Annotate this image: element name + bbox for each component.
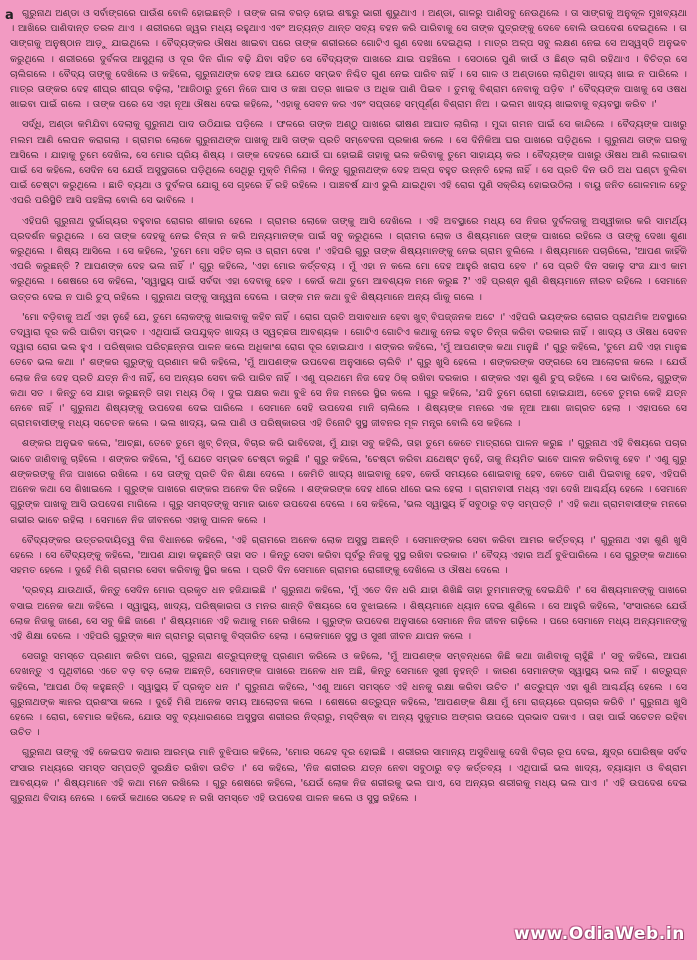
paragraph-4: 'ମୋ ବଡ଼ିବାକୁ ଅର୍ଥ ଏହା ନୁହେଁ ଯେ, ତୁମେ ଲୋକଙ୍କୁ ଖାଇବାକୁ କହିବ ନାହିଁ । ରୋଗ ପ୍ରତି ଅସାବଧାନ ହେବା ଖୁବ୍ ବିପଜ୍ଜନକ ଅଟେ ।' ଏହିପରି ଭୟଙ୍କର ରୋଗର ପ୍ରାଥମିକ ଅବସ୍ଥାରେ ତଦ୍ୱାରା ଦୂର କରି ପାରିବା ସମ୍ଭବ । ଏଥିପାଇଁ ଉପଯୁକ୍ତ ଖାଦ୍ୟ ଓ ସ୍ୱଚ୍ଛତା ଆବଶ୍ୟକ । ଗୋଟିଏ ଗୋଟିଏ କଥାକୁ ନେଇ ବହୁତ ଚିନ୍ତା କରିବା ଦରକାର ନାହିଁ । ଖାଦ୍ୟ ଓ ଔଷଧ ସେବନ ଦ୍ୱାରା ରୋଗ ଭଲ ହୁଏ । ପରିଷ୍କାର ପରିଚ୍ଛନ୍ନତା ପାଳନ କଲେ ଅଧିକାଂଶ ରୋଗ ଦୂର ହୋଇଯାଏ । ଶଙ୍କର କହିଲେ, 'ମୁଁ ଆପଣଙ୍କ କଥା ମାନୁଛି ।' ଗୁରୁ କହିଲେ, 'ତୁମେ ଯଦି ଏହା ମାନୁଛ ତେବେ ଭଲ କଥା ।' ଶଙ୍କର ଗୁରୁଙ୍କୁ ପ୍ରଣାମ କରି କହିଲେ, 'ମୁଁ ଆପଣଙ୍କ ଉପଦେଶ ଅନୁସାରେ ଚାଲିବି ।' ଗୁରୁ ଖୁସି ହେଲେ । ଶଙ୍କରଙ୍କ ସଙ୍ଗରେ ସେ ଆଲୋଚନା କଲେ । ଯେଉଁ ଲୋକ ନିଜ ଦେହ ପ୍ରତି ଯତ୍ନ ନିଏ ନାହିଁ, ସେ ଅନ୍ୟର ସେବା କରି ପାରିବ ନାହିଁ । ଏଣୁ ପ୍ରଥମେ ନିଜ ଦେହ ଠିକ୍ ରଖିବା ଦରକାର । ଶଙ୍କର ଏହା ଶୁଣି ଚୁପ୍ ରହିଲେ । ସେ ଭାବିଲେ, ଗୁରୁଙ୍କ କଥା ସତ । କିନ୍ତୁ ସେ ଯାହା କରୁଛନ୍ତି ତାହା ମଧ୍ୟ ଠିକ୍ । ଦୁଇ ପକ୍ଷର କଥା ବୁଝି ସେ ନିଜ ମନରେ ସ୍ଥିର କଲେ । ଗୁରୁ କହିଲେ, 'ଯଦି ତୁମେ ରୋଗୀ ହୋଇଯାଅ, ତେବେ ତୁମର କେହି ଯତ୍ନ ନେବେ ନାହିଁ ।' ଗୁରୁନାଥ ଶିଷ୍ୟଙ୍କୁ ଉପଦେଶ ଦେଇ ପାରିଲେ । ସେମାନେ ସେହି ଉପଦେଶ ମାନି ଚାଲିଲେ । ଶିଷ୍ୟଙ୍କ ମନରେ ଏକ ନୂଆ ଆଶା ଜାଗ୍ରତ ହେଲା । ଏହାପରେ ସେ ଗ୍ରାମବାସୀଙ୍କୁ ମଧ୍ୟ ସଚେତନ କଲେ । ଭଲ ଖାଦ୍ୟ, ଭଲ ପାଣି ଓ ପରିଷ୍କାରତା ଏହି ତିନୋଟି ସୁସ୍ଥ ଜୀବନର ମୂଳ ମନ୍ତ୍ର ବୋଲି ସେ କହିଲେ । xyxy=(10,311,687,430)
paragraph-6: ବୈଦ୍ୟଙ୍କର ଉତ୍ତରଦାୟିତ୍ୱ ବିନା ବିଧାନରେ କହିଲେ, 'ଏହି ଗ୍ରାମରେ ଅନେକ ଲୋକ ଅସୁସ୍ଥ ଅଛନ୍ତି । ସେମାନଙ୍କର ସେବା କରିବା ଆମର କର୍ତ୍ତବ୍ୟ ।' ଗୁରୁନାଥ ଏହା ଶୁଣି ଖୁସି ହେଲେ । ସେ ବୈଦ୍ୟଙ୍କୁ କହିଲେ, 'ଆପଣ ଯାହା କହୁଛନ୍ତି ତାହା ସତ । କିନ୍ତୁ ସେବା କରିବା ପୂର୍ବରୁ ନିଜକୁ ସୁସ୍ଥ ରଖିବା ଦରକାର ।' ବୈଦ୍ୟ ଏହାର ଅର୍ଥ ବୁଝିପାରିଲେ । ସେ ଗୁରୁଙ୍କ କଥାରେ ସହମତ ହେଲେ । ଦୁହେଁ ମିଶି ଗ୍ରାମର ସେବା କରିବାକୁ ସ୍ଥିର କଲେ । ପ୍ରତି ଦିନ ସେମାନେ ଗ୍ରାମର ରୋଗୀଙ୍କୁ ଦେଖିଲେ ଓ ଔଷଧ ଦେଲେ । xyxy=(10,534,687,577)
page-corner-mark: a xyxy=(5,8,14,23)
paragraph-1: ଗୁରୁନାଥ ଅଣ୍ଡା ଓ ସର୍ବାଙ୍ଗରେ ପାଉଁଶ ବୋଳି ହୋଇଛନ୍ତି । ତାଙ୍କ ଗଳା ବରଡ଼ ହୋଇ ଶବ୍ଦରୁ ଭାରୀ ଶୁଭୁଥାଏ । ଅଣ୍ଡା, ଗାଳରୁ ପାଣିସବୁ ନେଉଥିଲେ । ତା ସାଙ୍ଗକୁ ଅନୁକୂଳ ମୁଖବ୍ୟଥା । ଆଖିରେ ପାଣିଦାନ୍ତ ତରଳ ଥାଏ । ଶରୀରରେ ଜ୍ୱର ମଧ୍ୟ ରହୁଥାଏ ଏବଂ ଅତ୍ୟନ୍ତ ଥାନ୍ତ ସବ୍ୟ ବହନ କରି ପାରିବାକୁ ସେ ତାଙ୍କ ପୁତ୍ରଙ୍କୁ ଦେବେ ବୋଲି ଉପଦେଶ ଦେଇଥିଲେ । ତା ସାଙ୍ଗକୁ ଅନୁଷ୍ଠାନ ଆଡ଼ୁ ଯାଇଥିଲେ । ବୈଦ୍ୟଙ୍କର ଔଷଧ ଖାଇବା ପରେ ତାଙ୍କ ଶରୀରରେ ଗୋଟିଏ ଗୁଣ ଦେଖା ଦେଇଥିଲା । ମାତ୍ର ଅଳ୍ପ ସବୁ ଲକ୍ଷଣ ନେଇ ସେ ଅସ୍ୱସ୍ତି ଅନୁଭବ କରୁଥିଲେ । ଶରୀରରେ ଦୁର୍ବଳତା ଆସୁଥିଲା ଓ ଦୂର ଦିନ ଗାଁଳ ବଢ଼ି ଯିବା ସହିତ ସେ ବୈଦ୍ୟଙ୍କ ପାଖରେ ଯାଇ ପହଞ୍ଚିଲେ । ସେଠାରେ ପୁଣି କାଉଁ ଓ ଛିଣ୍ଡ ଲାଗି ରହିଥାଏ । ବିଚିତ୍ର ସେ ଚାଲିଗଲେ । ବୈଦ୍ୟ ତାଙ୍କୁ ଦେଖିଲେ ଓ କହିଲେ, ଗୁରୁନାଥଙ୍କ ଦେହ ଆଉ ଯେତେ ସମ୍ଭବ ନିଶ୍ଚିତ ଗୁଣ ନେଇ ପାରିବ ନାହିଁ । ସେ ଗାଳ ଓ ଅଣ୍ଡାରେ ଲାଗିଥିବା ଖାଦ୍ୟ ଖାଇ ନ ପାରିଲେ । ମାତ୍ର ତାଙ୍କର ଦେହ ଶୀଘ୍ର ଶୀଘ୍ର ବଢ଼ିଲା, 'ଆଜିଠାରୁ ତୁମେ ନିଜେ ଘାସ ଓ କଞ୍ଚା ପତ୍ର ଖାଇବ ଓ ଅଧିକ ପାଣି ପିଇବ । ତୁମକୁ ବିଶ୍ରାମ ନେବାକୁ ପଡ଼ିବ ।' ବୈଦ୍ୟଙ୍କ ପାଖକୁ ସେ ଓଷଧ ଖାଇବା ପାଇଁ ଗଲେ । ତାଙ୍କ ପରେ ସେ ଏହା ନୂଆ ଔଷଧ ଦେଇ କହିଲେ, 'ଏହାକୁ ସେବନ କର ଏବଂ ସପ୍ତାହେ ସମ୍ପୂର୍ଣ୍ଣ ବିଶ୍ରାମ ନିଅ । ଭଲମ ଖାଦ୍ୟ ଖାଇବାକୁ ବ୍ୟବସ୍ଥା କରିବ ।' xyxy=(10,8,687,111)
document-body xyxy=(10,6,687,911)
paragraph-7: 'ଦ୍ରବ୍ୟ ଯାଉଥାଉଁ, କିନ୍ତୁ ସେଦିନ ମୋର ପ୍ରକୃତ ଧନ ହଜିଯାଇଛି ।' ଗୁରୁନାଥ କହିଲେ, 'ମୁଁ ଏତେ ଦିନ ଧରି ଯାହା ଶିଖିଛି ତାହା ତୁମମାନଙ୍କୁ ଦେଇଯିବି ।' ସେ ଶିଷ୍ୟମାନଙ୍କୁ ପାଖରେ ବସାଇ ଅନେକ କଥା କହିଲେ । ସ୍ୱାସ୍ଥ୍ୟ, ଖାଦ୍ୟ, ପରିଷ୍କାରତା ଓ ମନର ଶାନ୍ତି ବିଷୟରେ ସେ ବୁଝାଇଲେ । ଶିଷ୍ୟମାନେ ଧ୍ୟାନ ଦେଇ ଶୁଣିଲେ । ସେ ଆହୁରି କହିଲେ, 'ସଂସାରରେ ଯେଉଁ ଲୋକ ନିଜକୁ ଜାଣେ, ସେ ସବୁ କିଛି ଜାଣେ ।' ଶିଷ୍ୟମାନେ ଏହି କଥାକୁ ମନେ ରଖିଲେ । ଗୁରୁଙ୍କ ଉପଦେଶ ଅନୁସାରେ ସେମାନେ ନିଜ ଜୀବନ ଗଢ଼ିଲେ । ପରେ ସେମାନେ ମଧ୍ୟ ଅନ୍ୟମାନଙ୍କୁ ଏହି ଶିକ୍ଷା ଦେଲେ । ଏହିପରି ଗୁରୁଙ୍କ ଜ୍ଞାନ ଗ୍ରାମରୁ ଗ୍ରାମକୁ ବିସ୍ତାରିତ ହେଲା । ଲୋକମାନେ ସୁସ୍ଥ ଓ ସୁଖୀ ଜୀବନ ଯାପନ କଲେ । xyxy=(10,585,687,642)
site-watermark-logo: www.OdiaWeb.in xyxy=(513,924,685,944)
paragraph-3: ଏହିପରି ଗୁରୁନାଥ ଦୁର୍ଭାଗ୍ୟର ବହୁବାର ରୋଗର ଶୀକାର ହେଲେ । ଗ୍ରାମର ଲୋକେ ତାଙ୍କୁ ଆସି ଦେଖିଲେ । ଏହି ଅବସ୍ଥାରେ ମଧ୍ୟ ସେ ନିଜର ଦୁର୍ବଳତାକୁ ଅସ୍ୱୀକାର କରି ସାମର୍ଥ୍ୟ ପ୍ରଦର୍ଶନ କରୁଥିଲେ । ସେ ତାଙ୍କ ଦେହକୁ ନେଇ ଚିନ୍ତା ନ କରି ଅନ୍ୟମାନଙ୍କ ପାଇଁ ସବୁ କରୁଥିଲେ । ଗ୍ରାମର ଲୋକ ଓ ଶିଷ୍ୟମାନେ ତାଙ୍କ ପାଖରେ ରହିଲେ ଓ ତାଙ୍କୁ ଦେଖା ଶୁଣା କରୁଥିଲେ । ଶିଷ୍ୟ ଆସିଲେ । ସେ କହିଲେ, 'ତୁମେ ମୋ ସହିତ ଚାଲ ଓ ଗ୍ରାମ ଦେଖ ।' ଏହିପରି ଗୁରୁ ତାଙ୍କ ଶିଷ୍ୟମାନଙ୍କୁ ନେଇ ଗ୍ରାମ ବୁଲିଲେ । ଶିଷ୍ୟମାନେ ପଚାରିଲେ, 'ଆପଣ କାହିଁକି ଏପରି କରୁଛନ୍ତି ? ଆପଣଙ୍କ ଦେହ ଭଲ ନାହିଁ ।' ଗୁରୁ କହିଲେ, 'ଏହା ମୋର କର୍ତ୍ତବ୍ୟ । ମୁଁ ଏହା ନ କଲେ ମୋ ଦେହ ଆହୁରି ଖରାପ ହେବ ।' ସେ ପ୍ରତି ଦିନ ସକାଳୁ ସଂଜ ଯାଏ କାମ କରୁଥିଲେ । ଶେଷରେ ସେ କହିଲେ, 'ସ୍ୱାସ୍ଥ୍ୟ ପାଇଁ ସର୍ବଦା ଏହା ଦେବାକୁ ହେବ । କେଉଁ କଥା ତୁମେ ଆବଶ୍ୟକ ମନେ କରୁଛ ?' ଏହି ପ୍ରଶ୍ନ ଶୁଣି ଶିଷ୍ୟମାନେ ନୀରବ ରହିଲେ । ସେମାନେ ଉତ୍ତର ଦେଇ ନ ପାରି ଚୁପ୍ ରହିଲେ । ଗୁରୁନାଥ ତାଙ୍କୁ ସାନ୍ତ୍ୱନା ଦେଲେ । ତାଙ୍କ ମନ କଥା ବୁଝି ଶିଷ୍ୟମାନେ ଅନ୍ୟ ଗାଁକୁ ଗଲେ । xyxy=(10,215,687,303)
paragraph-2: ସର୍ଦ୍ଧି, ଅଣ୍ଡା କମିଯିବା ଦେଲାକୁ ଗୁରୁନାଥ ପାଦ ଉଠିଯାଇ ପଡ଼ିଲେ । ଫଳରେ ତାଙ୍କ ଅଣ୍ଠୁ ପାଖରେ ଭୀଷଣ ଆଘାତ ଲାଗିଲା । ମୁଦ୍ଦା ଗମନ ପାଇଁ ସେ କାନ୍ଦିଲେ । ବୈଦ୍ୟଙ୍କ ପାଖରୁ ମଲମ ଆଣି ଲେପନ କରାଗଲା । ଗ୍ରାମର ଲୋକେ ଗୁରୁନାଥଙ୍କ ପାଖକୁ ଆସି ତାଙ୍କ ପ୍ରତି ସମ୍ବେଦନା ପ୍ରକାଶ କଲେ । ସେ ଦିନିକିଆ ଘର ପାଖରେ ପଡ଼ିଥିଲେ । ଗୁରୁନାଥ ତାଙ୍କ ଘରକୁ ଆସିଲେ । ଯାହାକୁ ତୁମେ ଦେଖିଲ, ସେ ମୋର ପ୍ରିୟ ଶିଷ୍ୟ । ତାଙ୍କ ଦେହରେ ଯୋଉଁ ଘା ହୋଇଛି ତାହାକୁ ଭଲ କରିବାକୁ ତୁମେ ସାହାଯ୍ୟ କର । ବୈଦ୍ୟଙ୍କ ପାଖରୁ ଔଷଧ ଆଣି ଲଗାଇବା ପାଇଁ ସେ କହିଲେ, ସେଦିନ ସେ ଯେଉଁ ଅସୁସ୍ଥତାରେ ପଡ଼ିଥିଲେ ସେଥିରୁ ମୁକ୍ତି ମିଳିଲା । କିନ୍ତୁ ଗୁରୁନାଥଙ୍କ ଦେହ ଅଳ୍ପ ବହୁତ ଉନ୍ନତି ହେଲା ନାହିଁ । ସେ ପ୍ରତି ଦିନ ଉଠି ଅଧ ଘଣ୍ଟା ବୁଲିବା ପାଇଁ ଚେଷ୍ଟା କରୁଥିଲେ । ଛାତି ବ୍ୟଥା ଓ ଦୁର୍ବଳତା ଯୋଗୁ ସେ ଗୃହରେ ହିଁ ରହି ରହିଲେ । ପାଞ୍ଚବର୍ଷ ଯାଏ ଭୁଲି ଯାଇଥିବା ଏହି ରୋଗ ପୁଣି ସକ୍ରିୟ ହୋଇଉଠିଲା । ବାୟୁ ଜନିତ ଗୋଳମାଳ ହେତୁ ଏପରି ପରିସ୍ଥିତି ଆସି ପହଞ୍ଚିଲା ବୋଲି ସେ ଭାବିଲେ । xyxy=(10,119,687,207)
paragraph-5: ଶଙ୍କର ଅନୁଭବ କଲେ, 'ଆଚ୍ଛା, ତେବେ ତୁମେ ଖୁବ୍ ଚିନ୍ତା, ବିଚାର କରି ଭାବିଦେଖ, ମୁଁ ଯାହା ସବୁ କହିଲି, ତାହା ତୁମେ କେତେ ମାତ୍ରାରେ ପାଳନ କରୁଛ ।' ଗୁରୁନାଥ ଏହି ବିଷୟରେ ପଚାର ଭାବେ ଜାଣିବାକୁ ଚାହିଲେ । ଶଙ୍କର କହିଲେ, 'ମୁଁ ଯେତେ ସମ୍ଭବ ଚେଷ୍ଟା କରୁଛି ।' ଗୁରୁ କହିଲେ, 'ଚେଷ୍ଟା କରିବା ଯଥେଷ୍ଟ ନୁହେଁ, ତାକୁ ନିୟମିତ ଭାବେ ପାଳନ କରିବାକୁ ହେବ ।' ଏଣୁ ଗୁରୁ ଶଙ୍କରଙ୍କୁ ନିଜ ପାଖରେ ରଖିଲେ । ସେ ତାଙ୍କୁ ପ୍ରତି ଦିନ ଶିକ୍ଷା ଦେଲେ । କେମିତି ଖାଦ୍ୟ ଖାଇବାକୁ ହେବ, କେଉଁ ସମୟରେ ଶୋଇବାକୁ ହେବ, କେତେ ପାଣି ପିଇବାକୁ ହେବ, ଏହିପରି ଅନେକ କଥା ସେ ଶିଖାଇଲେ । ଗୁରୁଙ୍କ ପାଖରେ ଶଙ୍କର ଅନେକ ଦିନ ରହିଲେ । ଶଙ୍କରଙ୍କ ଦେହ ଧୀରେ ଧୀରେ ଭଲ ହେଲା । ଗ୍ରାମବାସୀ ମଧ୍ୟ ଏହା ଦେଖି ଆଶ୍ଚର୍ଯ୍ୟ ହେଲେ । ସେମାନେ ଗୁରୁଙ୍କ ପାଖକୁ ଆସି ଉପଦେଶ ମାଗିଲେ । ଗୁରୁ ସମସ୍ତଙ୍କୁ ସମାନ ଭାବେ ଉପଦେଶ ଦେଲେ । ସେ କହିଲେ, 'ଭଲ ସ୍ୱାସ୍ଥ୍ୟ ହିଁ ସବୁଠାରୁ ବଡ଼ ସମ୍ପତ୍ତି ।' ଏହି କଥା ଗ୍ରାମବାସୀଙ୍କ ମନରେ ଗଭୀର ଭାବେ ରହିଲା । ସେମାନେ ନିଜ ଜୀବନରେ ଏହାକୁ ପାଳନ କଲେ । xyxy=(10,438,687,526)
paragraph-8: ସେତାରୁ ସମସ୍ତେ ପ୍ରଣାମ କରିବା ପରେ, ଗୁରୁନାଥ ଶତ୍ରୁଘ୍ନଙ୍କୁ ପ୍ରଣାମ କରିଲେ ଓ କହିଲେ, 'ମୁଁ ଆପଣଙ୍କ ସମ୍ବନ୍ଧରେ କିଛି କଥା ଜାଣିବାକୁ ଚାହୁଁଛି ।' ସବୁ କହିଲେ, ଆପଣ ଦେଖନ୍ତୁ ଏ ପୃଥିବୀରେ ଏତେ ବଡ଼ ବଡ଼ ଲୋକ ଅଛନ୍ତି, ସେମାନଙ୍କ ପାଖରେ ଅନେକ ଧନ ଅଛି, କିନ୍ତୁ ସେମାନେ ସୁଖୀ ନୁହନ୍ତି । କାରଣ ସେମାନଙ୍କ ସ୍ୱାସ୍ଥ୍ୟ ଭଲ ନାହିଁ । ଶତ୍ରୁଘ୍ନ କହିଲେ, 'ଆପଣ ଠିକ୍ କହୁଛନ୍ତି । ସ୍ୱାସ୍ଥ୍ୟ ହିଁ ପ୍ରକୃତ ଧନ ।' ଗୁରୁନାଥ କହିଲେ, 'ଏଣୁ ଆମେ ସମସ୍ତେ ଏହି ଧନକୁ ରକ୍ଷା କରିବା ଉଚିତ ।' ଶତ୍ରୁଘ୍ନ ଏହା ଶୁଣି ଆଶ୍ଚର୍ଯ୍ୟ ହେଲେ । ସେ ଗୁରୁନାଥଙ୍କ ଜ୍ଞାନର ପ୍ରଶଂସା କଲେ । ଦୁହେଁ ମିଶି ଅନେକ ସମୟ ଆଲୋଚନା କଲେ । ଶେଷରେ ଶତ୍ରୁଘ୍ନ କହିଲେ, 'ଆପଣଙ୍କ ଶିକ୍ଷା ମୁଁ ମୋ ରାଜ୍ୟରେ ପ୍ରଚାର କରିବି ।' ଗୁରୁନାଥ ଖୁସି ହେଲେ । ରୋଗ, ବେମାର କହିଲେ, ଯୋଉ ସବୁ ବ୍ୟଧାରଣରେ ଅସୁସ୍ଥତା ଶରୀରର ନିଦ୍ରାରୁ, ମସ୍ତିଷ୍କ ବା ଅନ୍ୟ ସୁକୁମାର ଅଙ୍ଗର ଉପରେ ପ୍ରଭାବ ପକାଏ । ତାହା ପାଇଁ ସଚେତନ ରହିବା ଉଚିତ । xyxy=(10,651,687,739)
paragraph-9: ଗୁରୁନାଥ ତାଙ୍କୁ ଏହି କେଇପଦ କଥାର ଆରମ୍ଭ ମାନି ବୁଝିପାର କହିଲେ, 'ମୋର ସନ୍ଦେହ ଦୂର ହୋଇଛି । ଶରୀରର ସାମାନ୍ୟ ଅସୁବିଧାକୁ ଦେଖି ବିଚାର ରୂପ ଦେଇ, କ୍ଷୁଦ୍ର ଘୋରିଷ୍କ ସର୍ବଦ ସଂସାର ମଧ୍ୟରେ ସମସ୍ତ ସମ୍ପତ୍ତି ସୁରକ୍ଷିତ ରଖିବା ଉଚିତ ।' ସେ କହିଲେ, 'ନିଜ ଶରୀରର ଯତ୍ନ ନେବା ସବୁଠାରୁ ବଡ଼ କର୍ତ୍ତବ୍ୟ । ଏଥିପାଇଁ ଭଲ ଖାଦ୍ୟ, ବ୍ୟାୟାମ ଓ ବିଶ୍ରାମ ଆବଶ୍ୟକ ।' ଶିଷ୍ୟମାନେ ଏହି କଥା ମନେ ରଖିଲେ । ଗୁରୁ ଶେଷରେ କହିଲେ, 'ଯେଉଁ ଲୋକ ନିଜ ଶରୀରକୁ ଭଲ ପାଏ, ସେ ଅନ୍ୟର ଶରୀରକୁ ମଧ୍ୟ ଭଲ ପାଏ ।' ଏହି ଉପଦେଶ ଦେଇ ଗୁରୁନାଥ ବିଦାୟ ନେଲେ । କେଉଁ କଥାରେ ସନ୍ଦେହ ନ ରଖି ସମସ୍ତେ ଏହି ଉପଦେଶ ପାଳନ କଲେ ଓ ସୁସ୍ଥ ରହିଲେ । xyxy=(10,747,687,804)
